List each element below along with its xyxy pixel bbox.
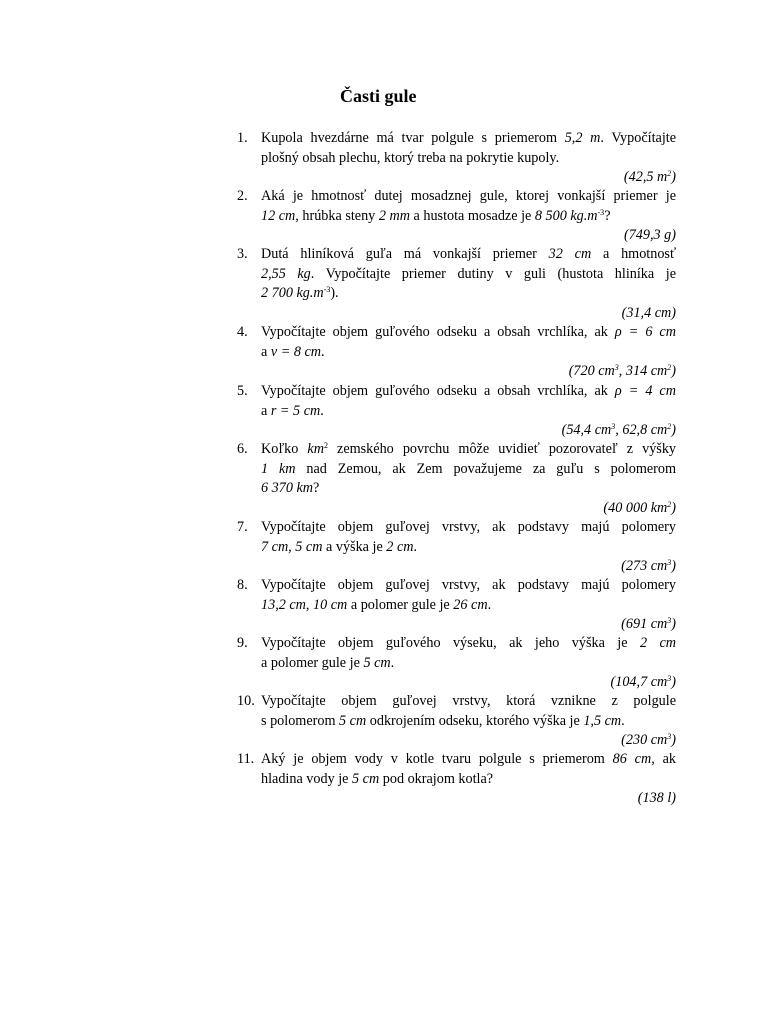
text-segment: Vypočítajte objem guľového odseku a obsah vrchlíka, ak bbox=[261, 324, 615, 340]
problem-answer bbox=[261, 615, 676, 635]
text-segment: (42,5 m bbox=[623, 169, 668, 185]
text-segment: ) bbox=[671, 616, 676, 632]
problem-text-line bbox=[261, 692, 676, 712]
problem-number: 3. bbox=[237, 246, 248, 262]
text-segment: ) bbox=[671, 169, 676, 185]
problem-answer bbox=[261, 362, 676, 382]
superscript: -3 bbox=[597, 207, 605, 217]
math-expression: 13,2 cm, 10 cm bbox=[261, 596, 348, 613]
problem-number: 9. bbox=[237, 635, 248, 651]
problem-number: 8. bbox=[237, 577, 248, 593]
text-segment: a bbox=[261, 402, 271, 419]
problem-text-line bbox=[261, 245, 676, 265]
text-segment: Aká je hmotnosť dutej mosadznej gule, ktorej vonkajší priemer je bbox=[261, 188, 676, 204]
superscript: 2 bbox=[667, 422, 672, 431]
math-expression: 1,5 cm bbox=[583, 712, 622, 729]
problem-text-line bbox=[261, 518, 676, 538]
problem-text-line bbox=[261, 323, 676, 343]
superscript: 3 bbox=[667, 674, 672, 683]
superscript: 2 bbox=[667, 499, 672, 509]
text-segment: , hrúbka steny bbox=[295, 207, 379, 224]
problem-answer bbox=[261, 168, 676, 188]
text-segment: zemského povrchu môže uvidieť pozorovateľ z výšky bbox=[327, 441, 677, 457]
problem-text-line bbox=[261, 576, 676, 596]
text-segment: , 314 cm bbox=[618, 363, 668, 379]
text-segment: Vypočítajte objem guľovej vrstvy, ktorá vznikne z polgule bbox=[261, 693, 676, 709]
text-segment: . Vypočítajte priemer dutiny v guli (hustota hliníka je bbox=[310, 265, 676, 282]
text-segment: s polomerom bbox=[261, 712, 340, 729]
math-expression: km bbox=[307, 441, 324, 457]
text-segment: Kupola hvezdárne má tvar polgule s priemerom bbox=[261, 130, 565, 146]
problem-answer bbox=[261, 789, 676, 809]
text-segment: a hmotnosť bbox=[591, 246, 677, 262]
text-segment: a bbox=[261, 343, 271, 360]
text-segment: . bbox=[413, 538, 418, 555]
problem-text-line bbox=[261, 129, 676, 149]
math-expression: 26 cm bbox=[453, 596, 488, 613]
problem-text-line bbox=[261, 382, 676, 402]
superscript: -3 bbox=[323, 285, 331, 294]
text-segment: ) bbox=[671, 674, 676, 690]
problem-text-line bbox=[261, 460, 676, 480]
text-segment: a hustota mosadze je bbox=[409, 207, 535, 224]
text-segment: odkrojením odseku, ktorého výška je bbox=[366, 712, 584, 729]
superscript: 2 bbox=[323, 441, 328, 450]
problem-text-line bbox=[261, 596, 676, 616]
superscript: 3 bbox=[667, 558, 672, 567]
problem-item bbox=[237, 576, 676, 635]
problem-text-line bbox=[261, 440, 676, 460]
text-segment: (273 cm bbox=[621, 558, 668, 574]
problem-text-line bbox=[261, 654, 676, 674]
problem-answer bbox=[261, 673, 676, 693]
problem-text-line bbox=[261, 634, 676, 654]
text-segment: (54,4 cm bbox=[561, 422, 612, 438]
text-segment: (40 000 km bbox=[603, 499, 668, 516]
problem-number: 5. bbox=[237, 383, 248, 399]
problem-text-line bbox=[261, 479, 676, 499]
problem-number: 7. bbox=[237, 519, 248, 535]
problem-answer bbox=[261, 304, 676, 324]
text-segment: . bbox=[321, 343, 325, 360]
text-segment: (31,4 cm) bbox=[621, 304, 676, 321]
problem-item bbox=[237, 634, 676, 693]
math-expression: 2,55 kg bbox=[261, 265, 311, 282]
problem-number: 11. bbox=[237, 751, 255, 767]
text-segment: Vypočítajte objem guľovej vrstvy, ak podstavy majú polomery bbox=[261, 519, 676, 535]
text-segment: (230 cm bbox=[621, 732, 668, 748]
text-segment: Vypočítajte objem guľovej vrstvy, ak podstavy majú polomery bbox=[261, 577, 676, 593]
math-expression: 2 mm bbox=[378, 207, 410, 224]
problem-text-line bbox=[261, 284, 676, 304]
text-segment: (691 cm bbox=[621, 616, 668, 632]
text-segment: a polomer gule je bbox=[347, 596, 454, 613]
problem-text-line bbox=[261, 343, 676, 363]
problem-item bbox=[237, 440, 676, 518]
problem-answer bbox=[261, 557, 676, 577]
text-segment: (749,3 g) bbox=[623, 227, 676, 243]
text-segment: ) bbox=[671, 732, 676, 748]
problem-text-line bbox=[261, 712, 676, 732]
superscript: 3 bbox=[611, 422, 616, 431]
problem-number: 2. bbox=[237, 188, 248, 204]
problem-item bbox=[237, 518, 676, 577]
text-segment: . bbox=[621, 712, 625, 729]
problem-item bbox=[237, 750, 676, 809]
math-expression: 5 cm bbox=[352, 770, 380, 787]
problem-text-line bbox=[261, 207, 676, 227]
text-segment: . bbox=[320, 402, 324, 419]
text-segment: . Vypočítajte bbox=[600, 130, 676, 146]
text-segment: . bbox=[390, 654, 395, 671]
math-expression: 2 cm bbox=[386, 538, 414, 555]
problem-number: 4. bbox=[237, 324, 248, 340]
math-expression: 5,2 m bbox=[564, 130, 601, 146]
text-segment: ) bbox=[671, 363, 676, 379]
text-segment: Vypočítajte objem guľového odseku a obsah vrchlíka, ak bbox=[261, 383, 615, 399]
text-segment: (104,7 cm bbox=[610, 674, 668, 690]
math-expression: 1 km bbox=[261, 460, 296, 477]
superscript: 3 bbox=[614, 363, 619, 372]
text-segment: Dutá hliníková guľa má vonkajší priemer bbox=[261, 246, 549, 262]
problem-text-line bbox=[261, 538, 676, 558]
math-expression: 32 cm bbox=[548, 246, 592, 262]
problem-answer bbox=[261, 499, 676, 519]
text-segment: ). bbox=[330, 285, 339, 301]
text-segment: ) bbox=[671, 499, 676, 516]
superscript: 3 bbox=[667, 616, 672, 625]
problem-answer bbox=[261, 421, 676, 441]
math-expression: 12 cm bbox=[261, 207, 296, 224]
math-expression: 6 370 km bbox=[261, 480, 314, 496]
math-expression: 5 cm bbox=[363, 654, 391, 671]
problem-number: 10. bbox=[237, 693, 255, 709]
text-segment: a výška je bbox=[322, 538, 387, 555]
math-expression: r = 5 cm bbox=[270, 402, 321, 419]
problem-text-line bbox=[261, 402, 676, 422]
problem-item bbox=[237, 187, 676, 246]
superscript: 2 bbox=[667, 363, 672, 372]
text-segment: (138 l) bbox=[637, 790, 676, 806]
text-segment: . bbox=[487, 596, 492, 613]
text-segment: Vypočítajte objem guľového výseku, ak jeho výška je bbox=[261, 635, 640, 651]
problem-item bbox=[237, 323, 676, 382]
math-expression: 8 500 kg.m bbox=[534, 207, 598, 224]
text-segment: plošný obsah plechu, ktorý treba na pokrytie kupoly. bbox=[261, 149, 560, 166]
math-expression: ρ = 6 cm bbox=[614, 324, 676, 340]
problem-number: 6. bbox=[237, 441, 248, 457]
page-title: Časti gule bbox=[340, 86, 417, 106]
text-segment: nad Zemou, ak Zem považujeme za guľu s polomerom bbox=[295, 460, 677, 477]
problem-item bbox=[237, 382, 676, 441]
text-segment: a polomer gule je bbox=[261, 654, 364, 671]
problem-text-line bbox=[261, 770, 676, 790]
problem-text-line bbox=[261, 265, 676, 285]
problem-item bbox=[237, 245, 676, 323]
text-segment: pod okrajom kotla? bbox=[379, 770, 494, 787]
math-expression: 86 cm bbox=[612, 751, 652, 767]
problem-answer bbox=[261, 731, 676, 751]
text-segment: , ak bbox=[651, 751, 676, 767]
superscript: 2 bbox=[667, 169, 672, 178]
problem-item bbox=[237, 129, 676, 188]
problem-item bbox=[237, 692, 676, 751]
text-segment: ) bbox=[671, 558, 676, 574]
text-segment: ) bbox=[671, 422, 676, 438]
math-expression: 2 700 kg.m bbox=[261, 285, 324, 301]
text-segment: Aký je objem vody v kotle tvaru polgule s priemerom bbox=[261, 751, 613, 767]
text-segment: ? bbox=[313, 480, 320, 496]
math-expression: 2 cm bbox=[639, 635, 677, 651]
problem-number: 1. bbox=[237, 130, 248, 146]
problem-answer bbox=[261, 226, 676, 246]
math-expression: v = 8 cm bbox=[270, 343, 322, 360]
math-expression: ρ = 4 cm bbox=[614, 383, 676, 399]
text-segment: (720 cm bbox=[568, 363, 615, 379]
text-segment: Koľko bbox=[261, 441, 308, 457]
problem-text-line bbox=[261, 187, 676, 207]
math-expression: 7 cm, 5 cm bbox=[261, 538, 323, 555]
math-expression: 5 cm bbox=[339, 712, 367, 729]
text-segment: ? bbox=[604, 207, 611, 224]
problem-text-line bbox=[261, 750, 676, 770]
superscript: 3 bbox=[667, 732, 672, 741]
text-segment: , 62,8 cm bbox=[615, 422, 668, 438]
problem-text-line bbox=[261, 149, 676, 169]
text-segment: hladina vody je bbox=[261, 770, 353, 787]
